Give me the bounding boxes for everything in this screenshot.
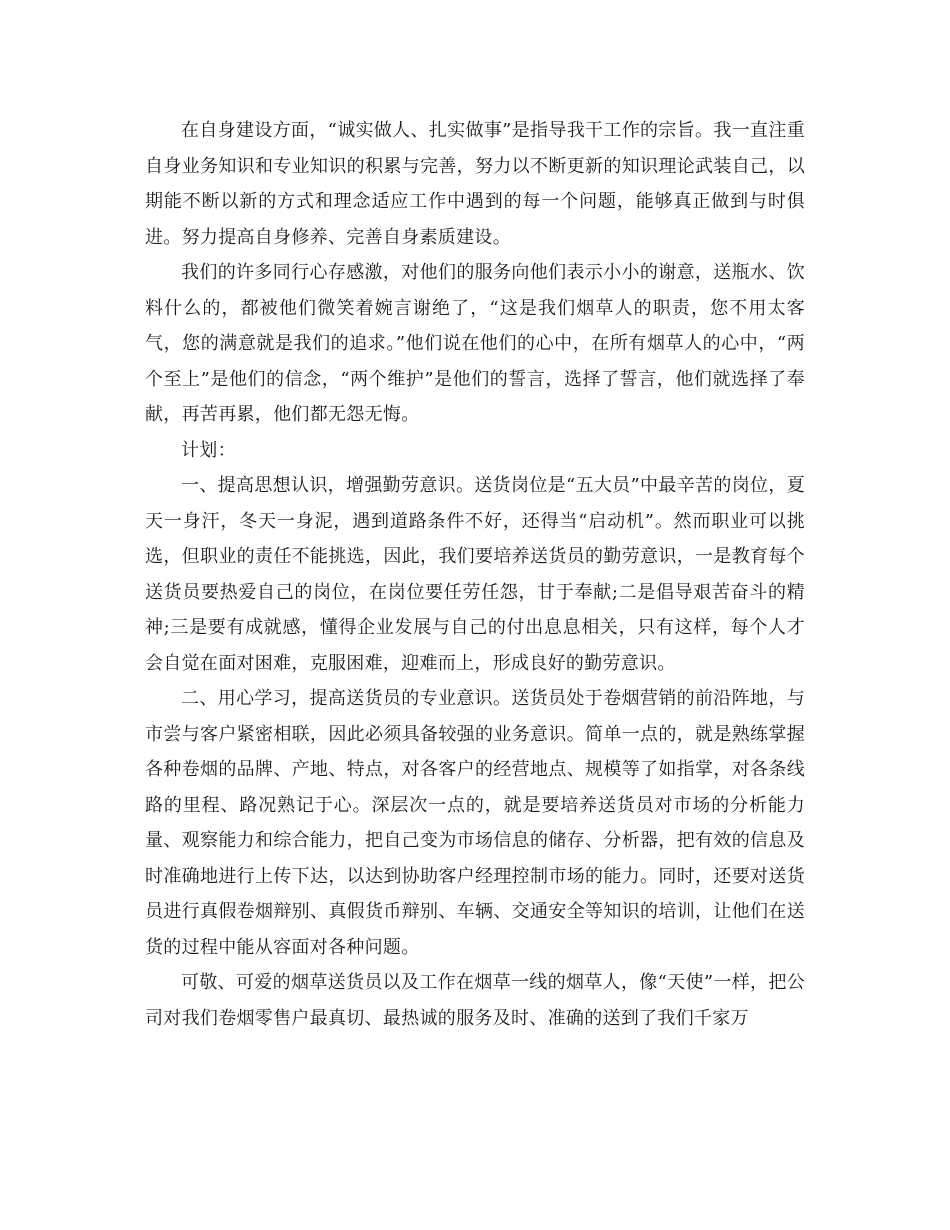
paragraph-customer-gratitude: 我们的许多同行心存感激，对他们的服务向他们表示小小的谢意，送瓶水、饮料什么的，都被他们微笑着婉言谢绝了，“这是我们烟草人的职责，您不用太客气，您的满意就是我们的追求。”他们说在他们的心中，在所有烟草人的心中，“两个至上”是他们的信念，“两个维护”是他们的誓言，选择了誓言，他们就选择了奉献，再苦再累，他们都无怨无悔。 <box>145 262 805 425</box>
paragraph-plan-heading: 计划： <box>181 439 236 461</box>
document-body <box>145 113 805 1036</box>
paragraph-self-development: 在自身建设方面，“诚实做人、扎实做事”是指导我干工作的宗旨。我一直注重自身业务知识和专业知识的积累与完善，努力以不断更新的知识理论武装自己，以期能不断以新的方式和理念适应工作中遇到的每一个问题，能够真正做到与时俱进。努力提高自身修养、完善自身素质建设。 <box>145 120 805 248</box>
paragraph-plan-item-1: 一、提高思想认识，增强勤劳意识。送货岗位是“五大员”中最辛苦的岗位，夏天一身汗，冬天一身泥，遇到道路条件不好，还得当“启动机”。然而职业可以挑选，但职业的责任不能挑选，因此，我们要培养送货员的勤劳意识，一是教育每个送货员要热爱自己的岗位，在岗位要任劳任怨，甘于奉献;二是倡导艰苦奋斗的精神;三是要有成就感，懂得企业发展与自己的付出息息相关，只有这样，每个人才会自觉在面对困难，克服困难，迎难而上，形成良好的勤劳意识。 <box>145 475 805 674</box>
paragraph-closing: 可敬、可爱的烟草送货员以及工作在烟草一线的烟草人，像“天使”一样，把公司对我们卷烟零售户最真切、最热诚的服务及时、准确的送到了我们千家万 <box>145 972 805 1029</box>
paragraph-plan-item-2: 二、用心学习，提高送货员的专业意识。送货员处于卷烟营销的前沿阵地，与市尝与客户紧密相联，因此必须具备较强的业务意识。简单一点的，就是熟练掌握各种卷烟的品牌、产地、特点，对各客户的经营地点、规模等了如指掌，对各条线路的里程、路况熟记于心。深层次一点的，就是要培养送货员对市场的分析能力量、观察能力和综合能力，把自己变为市场信息的储存、分析器，把有效的信息及时准确地进行上传下达，以达到协助客户经理控制市场的能力。同时，还要对送货员进行真假卷烟辩别、真假货币辩别、车辆、交通安全等知识的培训，让他们在送货的过程中能从容面对各种问题。 <box>145 688 805 958</box>
